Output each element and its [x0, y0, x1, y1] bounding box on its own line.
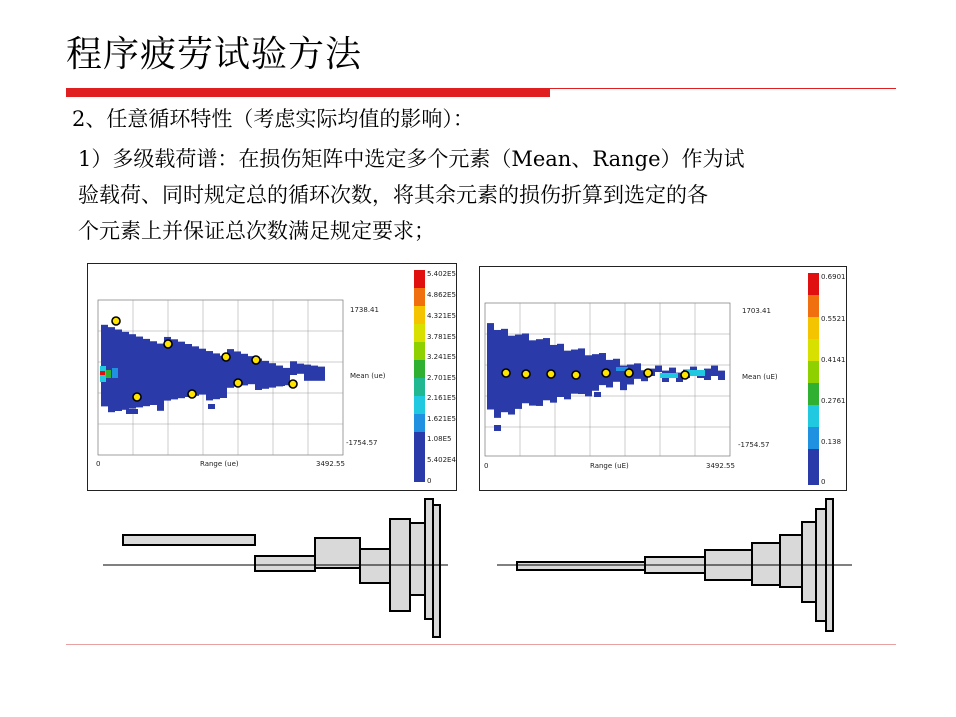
damage-cell	[199, 349, 206, 395]
damage-cell	[718, 371, 725, 380]
right-x-label: Range (uE)	[590, 462, 629, 470]
damage-cell	[112, 368, 118, 378]
damage-cell	[594, 392, 601, 397]
selected-element-marker	[252, 356, 260, 364]
heading-point-2: 2、任意循环特性（考虑实际均值的影响）：	[72, 107, 474, 131]
damage-cell	[515, 335, 522, 409]
left-damage-cells	[100, 325, 325, 414]
right-y-bottom: -1754.57	[738, 441, 770, 449]
selected-element-marker	[602, 369, 610, 377]
damage-cell	[318, 367, 325, 381]
specimen-sketches	[0, 495, 956, 645]
damage-cell	[564, 351, 571, 400]
selected-element-marker	[222, 353, 230, 361]
selected-element-marker	[188, 390, 196, 398]
left-legend-5: 2.701E5	[427, 374, 456, 382]
damage-cell	[126, 409, 138, 414]
damage-cell	[171, 339, 178, 399]
damage-cell	[655, 366, 662, 372]
damage-cell	[106, 370, 111, 378]
damage-cell	[101, 325, 108, 407]
selected-element-marker	[234, 379, 242, 387]
damage-cell	[536, 339, 543, 406]
footer-rule	[66, 644, 896, 645]
damage-cell	[206, 351, 213, 400]
damage-cell	[543, 338, 550, 400]
selected-element-marker	[547, 370, 555, 378]
right-y-top: 1703.41	[742, 307, 771, 315]
left-legend-1: 4.862E5	[427, 291, 456, 299]
selected-element-marker	[681, 371, 689, 379]
damage-cell	[592, 354, 599, 391]
slide-title: 程序疲劳试验方法	[66, 34, 363, 75]
left-color-legend	[414, 270, 456, 485]
right-legend-3: 0.2761	[821, 397, 846, 405]
left-legend-2: 4.321E5	[427, 312, 456, 320]
damage-cell	[522, 333, 529, 403]
left-legend-8: 1.08E5	[427, 435, 452, 443]
left-y-bottom: -1754.57	[346, 439, 378, 447]
left-legend-9: 5.402E4	[427, 456, 456, 464]
selected-element-marker	[625, 369, 633, 377]
damage-cell	[557, 344, 564, 397]
damage-cell	[578, 348, 585, 394]
left-specimen	[123, 499, 440, 637]
selected-element-marker	[644, 369, 652, 377]
damage-cell	[192, 346, 199, 395]
damage-cell	[487, 323, 494, 409]
left-legend-10: 0	[427, 477, 432, 485]
selected-element-marker	[502, 369, 510, 377]
damage-cell	[185, 344, 192, 397]
right-legend-0: 0.6901	[821, 273, 846, 281]
left-legend-6: 2.161E5	[427, 394, 456, 402]
damage-cell	[122, 332, 129, 410]
right-legend-1: 0.5521	[821, 315, 846, 323]
right-legend-2: 0.4141	[821, 356, 846, 364]
damage-cell	[269, 363, 276, 387]
damage-cell	[304, 365, 311, 381]
left-y-top: 1738.41	[350, 306, 379, 314]
selected-element-marker	[164, 340, 172, 348]
damage-cell	[262, 361, 269, 389]
left-x-label: Range (ue)	[200, 460, 239, 468]
left-legend-3: 3.781E5	[427, 333, 456, 341]
selected-element-marker	[522, 370, 530, 378]
damage-cell	[704, 369, 711, 380]
damage-cell	[494, 425, 501, 431]
damage-cell	[150, 341, 157, 405]
right-legend-4: 0.138	[821, 438, 842, 446]
damage-cell	[213, 353, 220, 399]
right-y-label: Mean (uE)	[742, 373, 778, 381]
damage-cell	[634, 363, 641, 378]
left-x-min: 0	[96, 460, 101, 468]
damage-cell	[311, 366, 318, 381]
title-accent-bar	[66, 88, 550, 97]
damage-cell	[494, 330, 501, 418]
damage-cell	[178, 342, 185, 399]
damage-cell	[297, 364, 304, 374]
damage-cell	[278, 382, 285, 386]
right-x-min: 0	[484, 462, 489, 470]
selected-element-marker	[289, 380, 297, 388]
damage-cell	[157, 344, 164, 411]
damage-cell	[585, 355, 592, 396]
right-x-max: 3492.55	[706, 462, 735, 470]
selected-element-marker	[133, 393, 141, 401]
left-damage-matrix	[87, 263, 457, 491]
damage-cell	[220, 356, 227, 398]
left-legend-0: 5.402E5	[427, 270, 456, 278]
selected-element-marker	[572, 371, 580, 379]
body-line-2: 验载荷、同时规定总的循环次数，将其余元素的损伤折算到选定的各	[78, 183, 708, 207]
damage-cell	[660, 373, 678, 378]
right-color-legend	[808, 273, 846, 486]
body-line-1: 1）多级载荷谱：在损伤矩阵中选定多个元素（Mean、Range）作为试	[78, 147, 745, 171]
left-legend-4: 3.241E5	[427, 353, 456, 361]
left-y-label: Mean (ue)	[350, 372, 386, 380]
damage-cell	[143, 339, 150, 406]
right-damage-matrix	[479, 266, 847, 491]
left-legend-7: 1.621E5	[427, 415, 456, 423]
damage-cell	[208, 404, 215, 409]
body-line-3: 个元素上并保证总次数满足规定要求；	[78, 219, 435, 243]
damage-cell	[290, 361, 297, 375]
right-legend-5: 0	[821, 478, 826, 486]
damage-cell	[100, 371, 105, 375]
selected-element-marker	[112, 317, 120, 325]
left-x-max: 3492.55	[316, 460, 345, 468]
damage-cell	[711, 366, 718, 376]
